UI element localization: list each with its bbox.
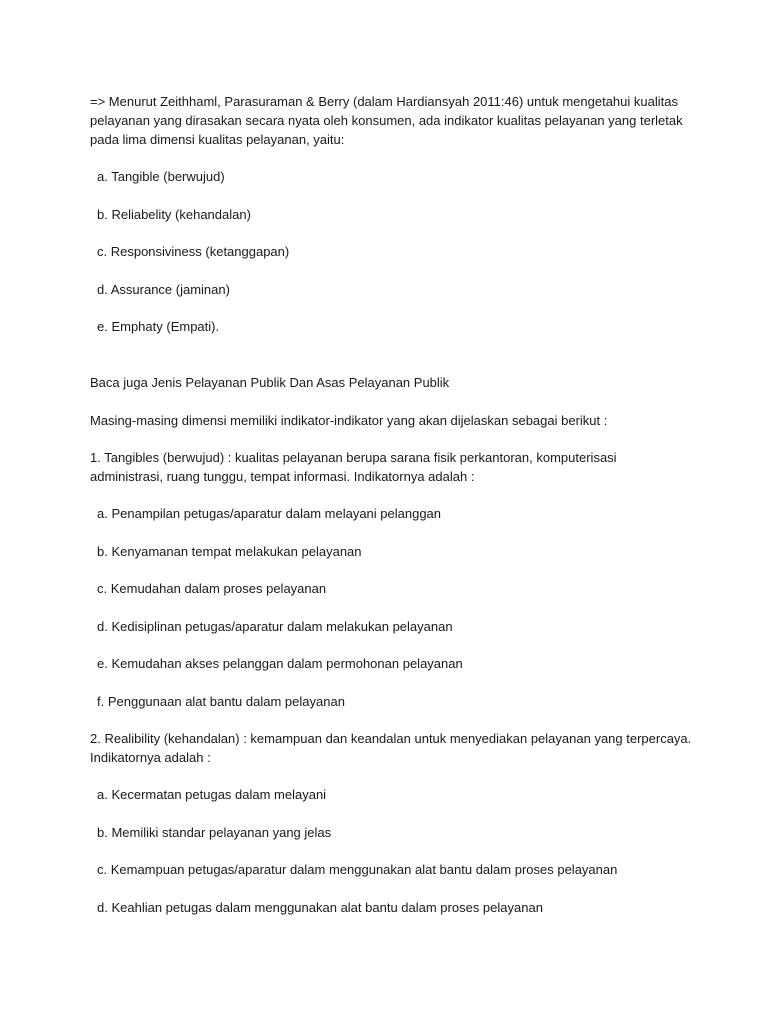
section-1-item: e. Kemudahan akses pelanggan dalam permohonan pelayanan <box>97 656 463 671</box>
section-2-item: c. Kemampuan petugas/aparatur dalam menggunakan alat bantu dalam proses pelayanan <box>97 862 618 877</box>
section-2-line-1: 2. Realibility (kehandalan) : kemampuan dan keandalan untuk menyediakan pelayanan yang terpercaya. <box>90 731 692 746</box>
section-1-item: f. Penggunaan alat bantu dalam pelayanan <box>97 694 345 709</box>
baca-juga-text: Baca juga Jenis Pelayanan Publik Dan Asas Pelayanan Publik <box>90 375 450 390</box>
section-1-line-2: administrasi, ruang tunggu, tempat informasi. Indikatornya adalah : <box>90 469 475 484</box>
intro-line-3: pada lima dimensi kualitas pelayanan, yaitu: <box>90 132 345 147</box>
section-1-item: c. Kemudahan dalam proses pelayanan <box>97 581 327 596</box>
dimension-item-assurance: d. Assurance (jaminan) <box>97 282 230 297</box>
section-2-item: d. Keahlian petugas dalam menggunakan alat bantu dalam proses pelayanan <box>97 900 543 915</box>
section-1-item: a. Penampilan petugas/aparatur dalam melayani pelanggan <box>97 506 442 521</box>
dimension-item-reliability: b. Reliabelity (kehandalan) <box>97 207 251 222</box>
dimension-item-tangible: a. Tangible (berwujud) <box>97 169 225 184</box>
section-1-line-1: 1. Tangibles (berwujud) : kualitas pelayanan berupa sarana fisik perkantoran, komputerisasi <box>90 450 617 465</box>
dimension-item-empathy: e. Emphaty (Empati). <box>97 319 220 334</box>
section-2-line-2: Indikatornya adalah : <box>90 750 211 765</box>
intro-line-2: pelayanan yang dirasakan secara nyata oleh konsumen, ada indikator kualitas pelayanan yang terletak <box>90 113 683 128</box>
section-1-item: d. Kedisiplinan petugas/aparatur dalam melakukan pelayanan <box>97 619 453 634</box>
masing-masing-text: Masing-masing dimensi memiliki indikator-indikator yang akan dijelaskan sebagai berikut : <box>90 413 608 428</box>
intro-paragraph <box>90 92 690 149</box>
intro-line-1: => Menurut Zeithhaml, Parasuraman & Berry (dalam Hardiansyah 2011:46) untuk mengetahui kualitas <box>90 94 678 109</box>
section-2-item: a. Kecermatan petugas dalam melayani <box>97 787 327 802</box>
section-2-item: b. Memiliki standar pelayanan yang jelas <box>97 825 332 840</box>
section-1-item: b. Kenyamanan tempat melakukan pelayanan <box>97 544 362 559</box>
section-2-heading <box>90 729 690 767</box>
section-1-heading <box>90 448 690 486</box>
dimension-item-responsiveness: c. Responsiviness (ketanggapan) <box>97 244 290 259</box>
